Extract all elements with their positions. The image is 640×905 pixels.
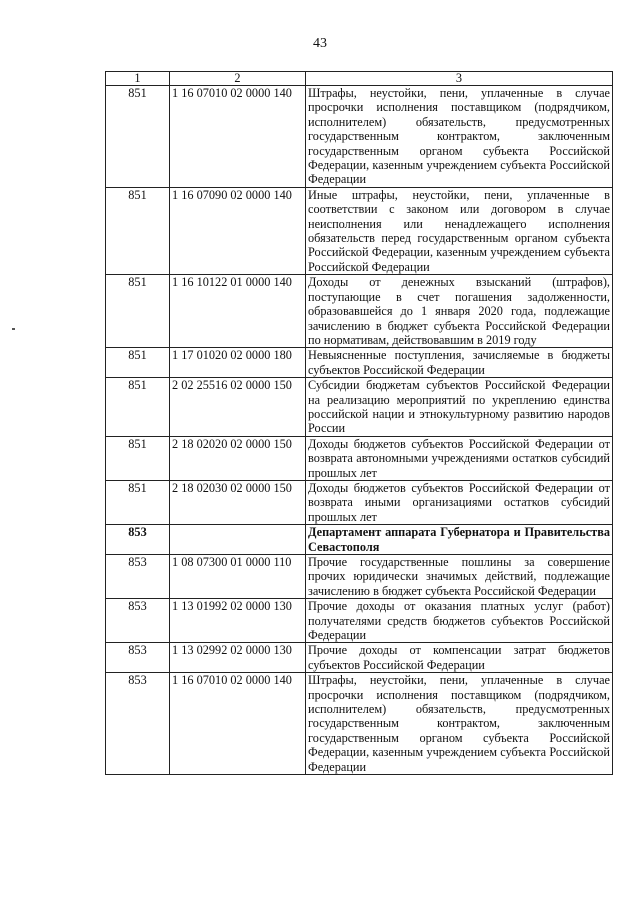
revenue-name-cell: Штрафы, неустойки, пени, уплаченные в случае просрочки исполнения поставщиком (подрядчиком, исполнителем) обязательств, предусмотренных государственным контрактом, заключенным государственным органом субъекта Российской Федерации, казенным учреждением субъекта Российской Федерации: [306, 673, 613, 775]
admin-code-cell: 853: [106, 555, 170, 599]
table-row: [106, 555, 613, 599]
admin-code-cell: 851: [106, 436, 170, 480]
revenue-code-cell: 1 13 01992 02 0000 130: [170, 599, 306, 643]
admin-code-cell: 851: [106, 480, 170, 524]
column-header-name: 3: [306, 72, 613, 86]
revenue-code-cell: 1 17 01020 02 0000 180: [170, 348, 306, 378]
revenue-code-cell: 1 13 02992 02 0000 130: [170, 643, 306, 673]
table-row: [106, 378, 613, 437]
table-row: [106, 643, 613, 673]
admin-code-cell: 851: [106, 275, 170, 348]
revenue-code-cell: 1 16 10122 01 0000 140: [170, 275, 306, 348]
column-header-code: 2: [170, 72, 306, 86]
revenue-name-cell: Доходы от денежных взысканий (штрафов), поступающие в счет погашения задолженности, образовавшейся до 1 января 2020 года, подлежащие зачислению в бюджет субъекта Российской Федерации по нормативам, действовавшим в 2019 году: [306, 275, 613, 348]
admin-code-cell: 851: [106, 348, 170, 378]
revenue-name-cell: Доходы бюджетов субъектов Российской Федерации от возврата автономными учреждениями остатков субсидий прошлых лет: [306, 436, 613, 480]
revenue-name-cell: Субсидии бюджетам субъектов Российской Федерации на реализацию мероприятий по укреплению единства российской нации и этнокультурному развитию народов России: [306, 378, 613, 437]
revenue-name-cell: Доходы бюджетов субъектов Российской Федерации от возврата иными организациями остатков субсидий прошлых лет: [306, 480, 613, 524]
revenue-code-cell: 1 08 07300 01 0000 110: [170, 555, 306, 599]
revenue-code-cell: 1 16 07010 02 0000 140: [170, 86, 306, 188]
table-row: [106, 86, 613, 188]
page-number: 43: [313, 36, 327, 51]
revenue-name-cell: Прочие государственные пошлины за совершение прочих юридически значимых действий, подлежащие зачислению в бюджет субъекта Российской Федерации: [306, 555, 613, 599]
revenue-name-cell: Невыясненные поступления, зачисляемые в бюджеты субъектов Российской Федерации: [306, 348, 613, 378]
revenue-code-cell: [170, 525, 306, 555]
table-row: [106, 599, 613, 643]
column-header-admin: 1: [106, 72, 170, 86]
table-row: [106, 187, 613, 274]
admin-code-cell: 851: [106, 378, 170, 437]
revenue-code-cell: 2 02 25516 02 0000 150: [170, 378, 306, 437]
revenue-name-cell: Иные штрафы, неустойки, пени, уплаченные в соответствии с законом или договором в случае неисполнения или ненадлежащего исполнения обязательств перед государственным органом субъекта Российской Федерации, казенным учреждением субъекта Российской Федерации: [306, 187, 613, 274]
table-row-department: [106, 525, 613, 555]
revenue-name-cell: Прочие доходы от компенсации затрат бюджетов субъектов Российской Федерации: [306, 643, 613, 673]
table-header-row: [106, 72, 613, 86]
admin-code-cell: 851: [106, 86, 170, 188]
admin-code-cell: 853: [106, 599, 170, 643]
admin-code-cell: 853: [106, 673, 170, 775]
scan-artifact-mark: [12, 328, 15, 330]
revenue-codes-table: [105, 71, 613, 775]
admin-code-cell: 853: [106, 643, 170, 673]
table-row: [106, 480, 613, 524]
table-row: [106, 436, 613, 480]
table-row: [106, 348, 613, 378]
table-row: [106, 673, 613, 775]
admin-code-cell: 853: [106, 525, 170, 555]
revenue-code-cell: 1 16 07010 02 0000 140: [170, 673, 306, 775]
revenue-code-cell: 2 18 02030 02 0000 150: [170, 480, 306, 524]
revenue-code-cell: 1 16 07090 02 0000 140: [170, 187, 306, 274]
table-body: [106, 86, 613, 775]
revenue-code-cell: 2 18 02020 02 0000 150: [170, 436, 306, 480]
revenue-name-cell: Прочие доходы от оказания платных услуг (работ) получателями средств бюджетов субъектов Российской Федерации: [306, 599, 613, 643]
revenue-name-cell: Штрафы, неустойки, пени, уплаченные в случае просрочки исполнения поставщиком (подрядчиком, исполнителем) обязательств, предусмотренных государственным контрактом, заключенным государственным органом субъекта Российской Федерации, казенным учреждением субъекта Российской Федерации: [306, 86, 613, 188]
admin-code-cell: 851: [106, 187, 170, 274]
revenue-name-cell: Департамент аппарата Губернатора и Правительства Севастополя: [306, 525, 613, 555]
table-row: [106, 275, 613, 348]
